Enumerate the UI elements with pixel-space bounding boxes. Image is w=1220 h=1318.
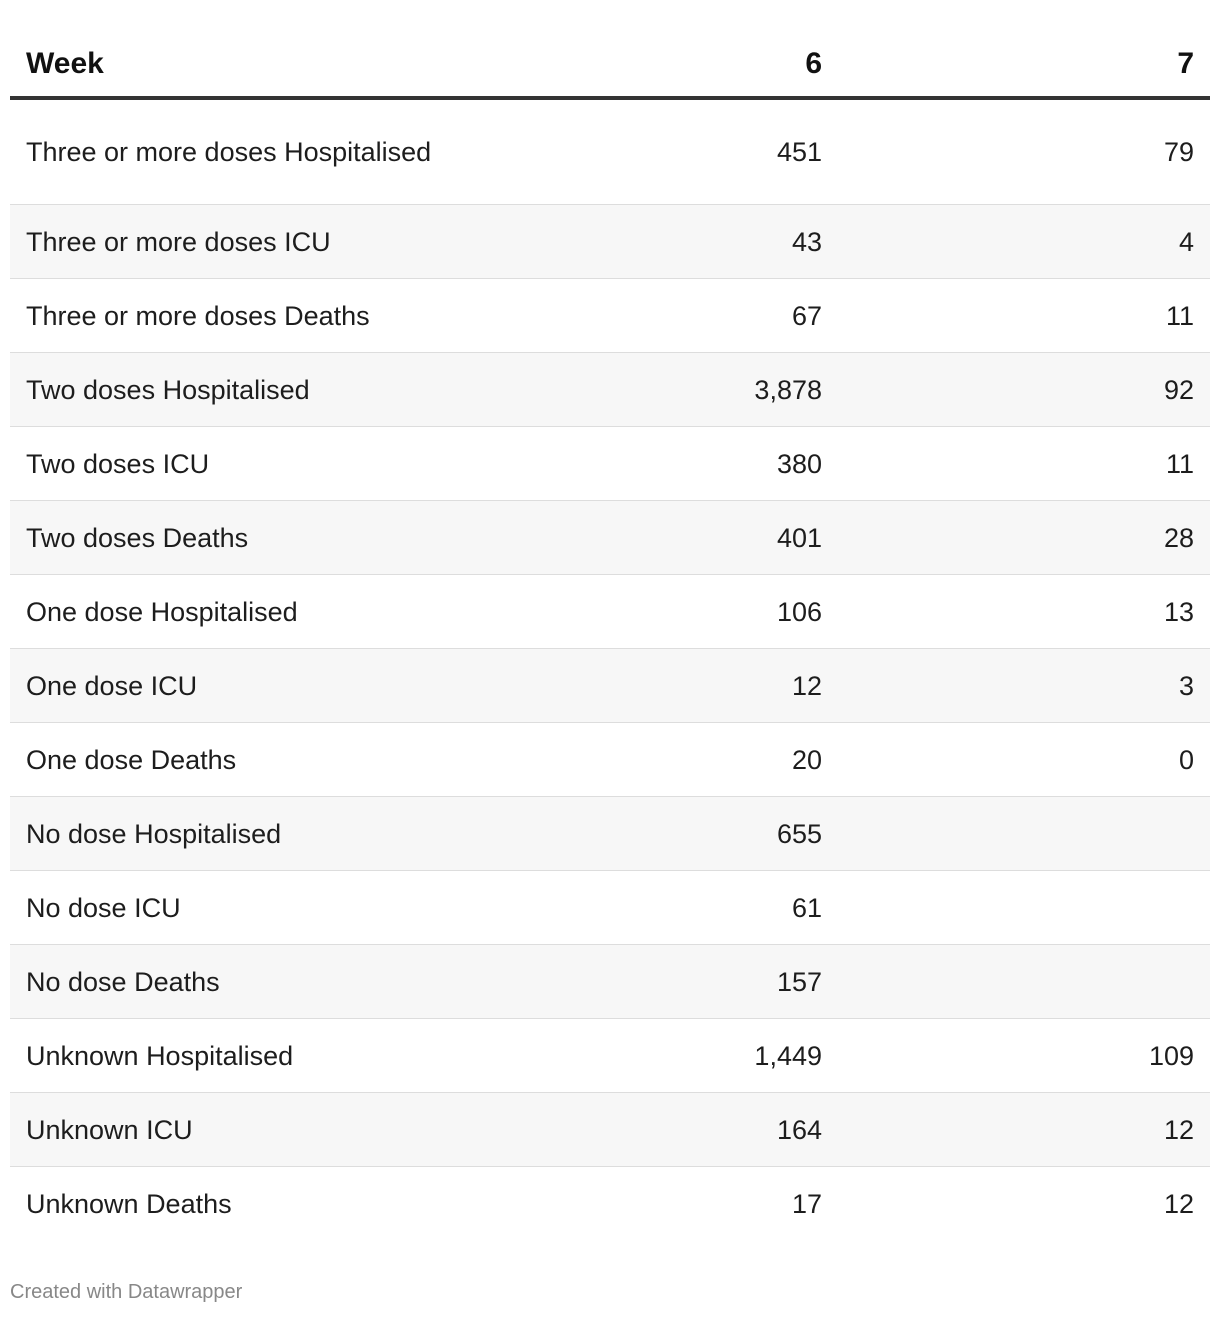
table-row [10, 353, 1210, 427]
week-6-value: 43 [570, 205, 838, 279]
row-label: One dose Deaths [10, 723, 570, 797]
week-6-value: 164 [570, 1093, 838, 1167]
data-table [10, 32, 1210, 1240]
table-row [10, 723, 1210, 797]
week-7-value: 4 [838, 205, 1210, 279]
week-6-value: 1,449 [570, 1019, 838, 1093]
table-row [10, 1167, 1210, 1241]
row-label: Three or more doses Hospitalised [10, 98, 570, 205]
week-6-value: 17 [791, 1188, 822, 1219]
row-label: One dose ICU [10, 649, 570, 723]
week-7-value: 11 [838, 279, 1210, 353]
week-6-value: 67 [570, 279, 838, 353]
header-week-7: 7 [838, 32, 1210, 98]
week-7-value [838, 797, 1210, 871]
table-row [10, 649, 1210, 723]
row-label: Unknown ICU [10, 1093, 570, 1167]
row-label: Two doses Deaths [10, 501, 570, 575]
week-7-value: 28 [838, 501, 1210, 575]
week-6-value: 157 [570, 945, 838, 1019]
week-6-value: 3,878 [570, 353, 838, 427]
week-7-value: 12 [838, 1093, 1210, 1167]
table-row [10, 427, 1210, 501]
week-7-value: 92 [838, 353, 1210, 427]
data-table-container [10, 32, 1210, 1240]
week-6-value: 20 [570, 723, 838, 797]
week-6-value: 655 [570, 797, 838, 871]
week-7-value: 79 [838, 98, 1210, 205]
table-row [10, 575, 1210, 649]
week-7-value [838, 871, 1210, 945]
week-6-value: 61 [570, 871, 838, 945]
week-7-value: 3 [838, 649, 1210, 723]
table-row [10, 279, 1210, 353]
row-label: Two doses ICU [10, 427, 570, 501]
week-7-value: 11 [838, 427, 1210, 501]
table-header [10, 32, 1210, 98]
row-label: No dose ICU [10, 871, 570, 945]
row-label: One dose Hospitalised [10, 575, 570, 649]
week-7-value: 13 [838, 575, 1210, 649]
header-week: Week [10, 32, 570, 98]
table-row [10, 501, 1210, 575]
table-row [10, 871, 1210, 945]
week-7-value: 0 [838, 723, 1210, 797]
week-6-value: 12 [570, 649, 838, 723]
week-7-value [838, 945, 1210, 1019]
row-label: Three or more doses ICU [10, 205, 570, 279]
header-row [10, 32, 1210, 98]
row-label: No dose Deaths [10, 945, 570, 1019]
row-label: No dose Hospitalised [10, 797, 570, 871]
table-row [10, 1093, 1210, 1167]
table-row [10, 1019, 1210, 1093]
table-row [10, 797, 1210, 871]
header-week-6: 6 [570, 32, 838, 98]
week-7-value: 12 [1163, 1188, 1194, 1219]
table-row [10, 205, 1210, 279]
table-row [10, 98, 1210, 205]
week-6-value: 380 [570, 427, 838, 501]
row-label: Two doses Hospitalised [10, 353, 570, 427]
week-6-value: 451 [570, 98, 838, 205]
row-label: Unknown Hospitalised [10, 1019, 570, 1093]
row-label: Three or more doses Deaths [10, 279, 570, 353]
table-row [10, 945, 1210, 1019]
datawrapper-credit: Created with Datawrapper [10, 1281, 243, 1303]
week-6-value: 106 [570, 575, 838, 649]
row-label: Unknown Deaths [26, 1188, 232, 1219]
week-7-value: 109 [838, 1019, 1210, 1093]
table-body [10, 98, 1210, 1240]
week-6-value: 401 [570, 501, 838, 575]
